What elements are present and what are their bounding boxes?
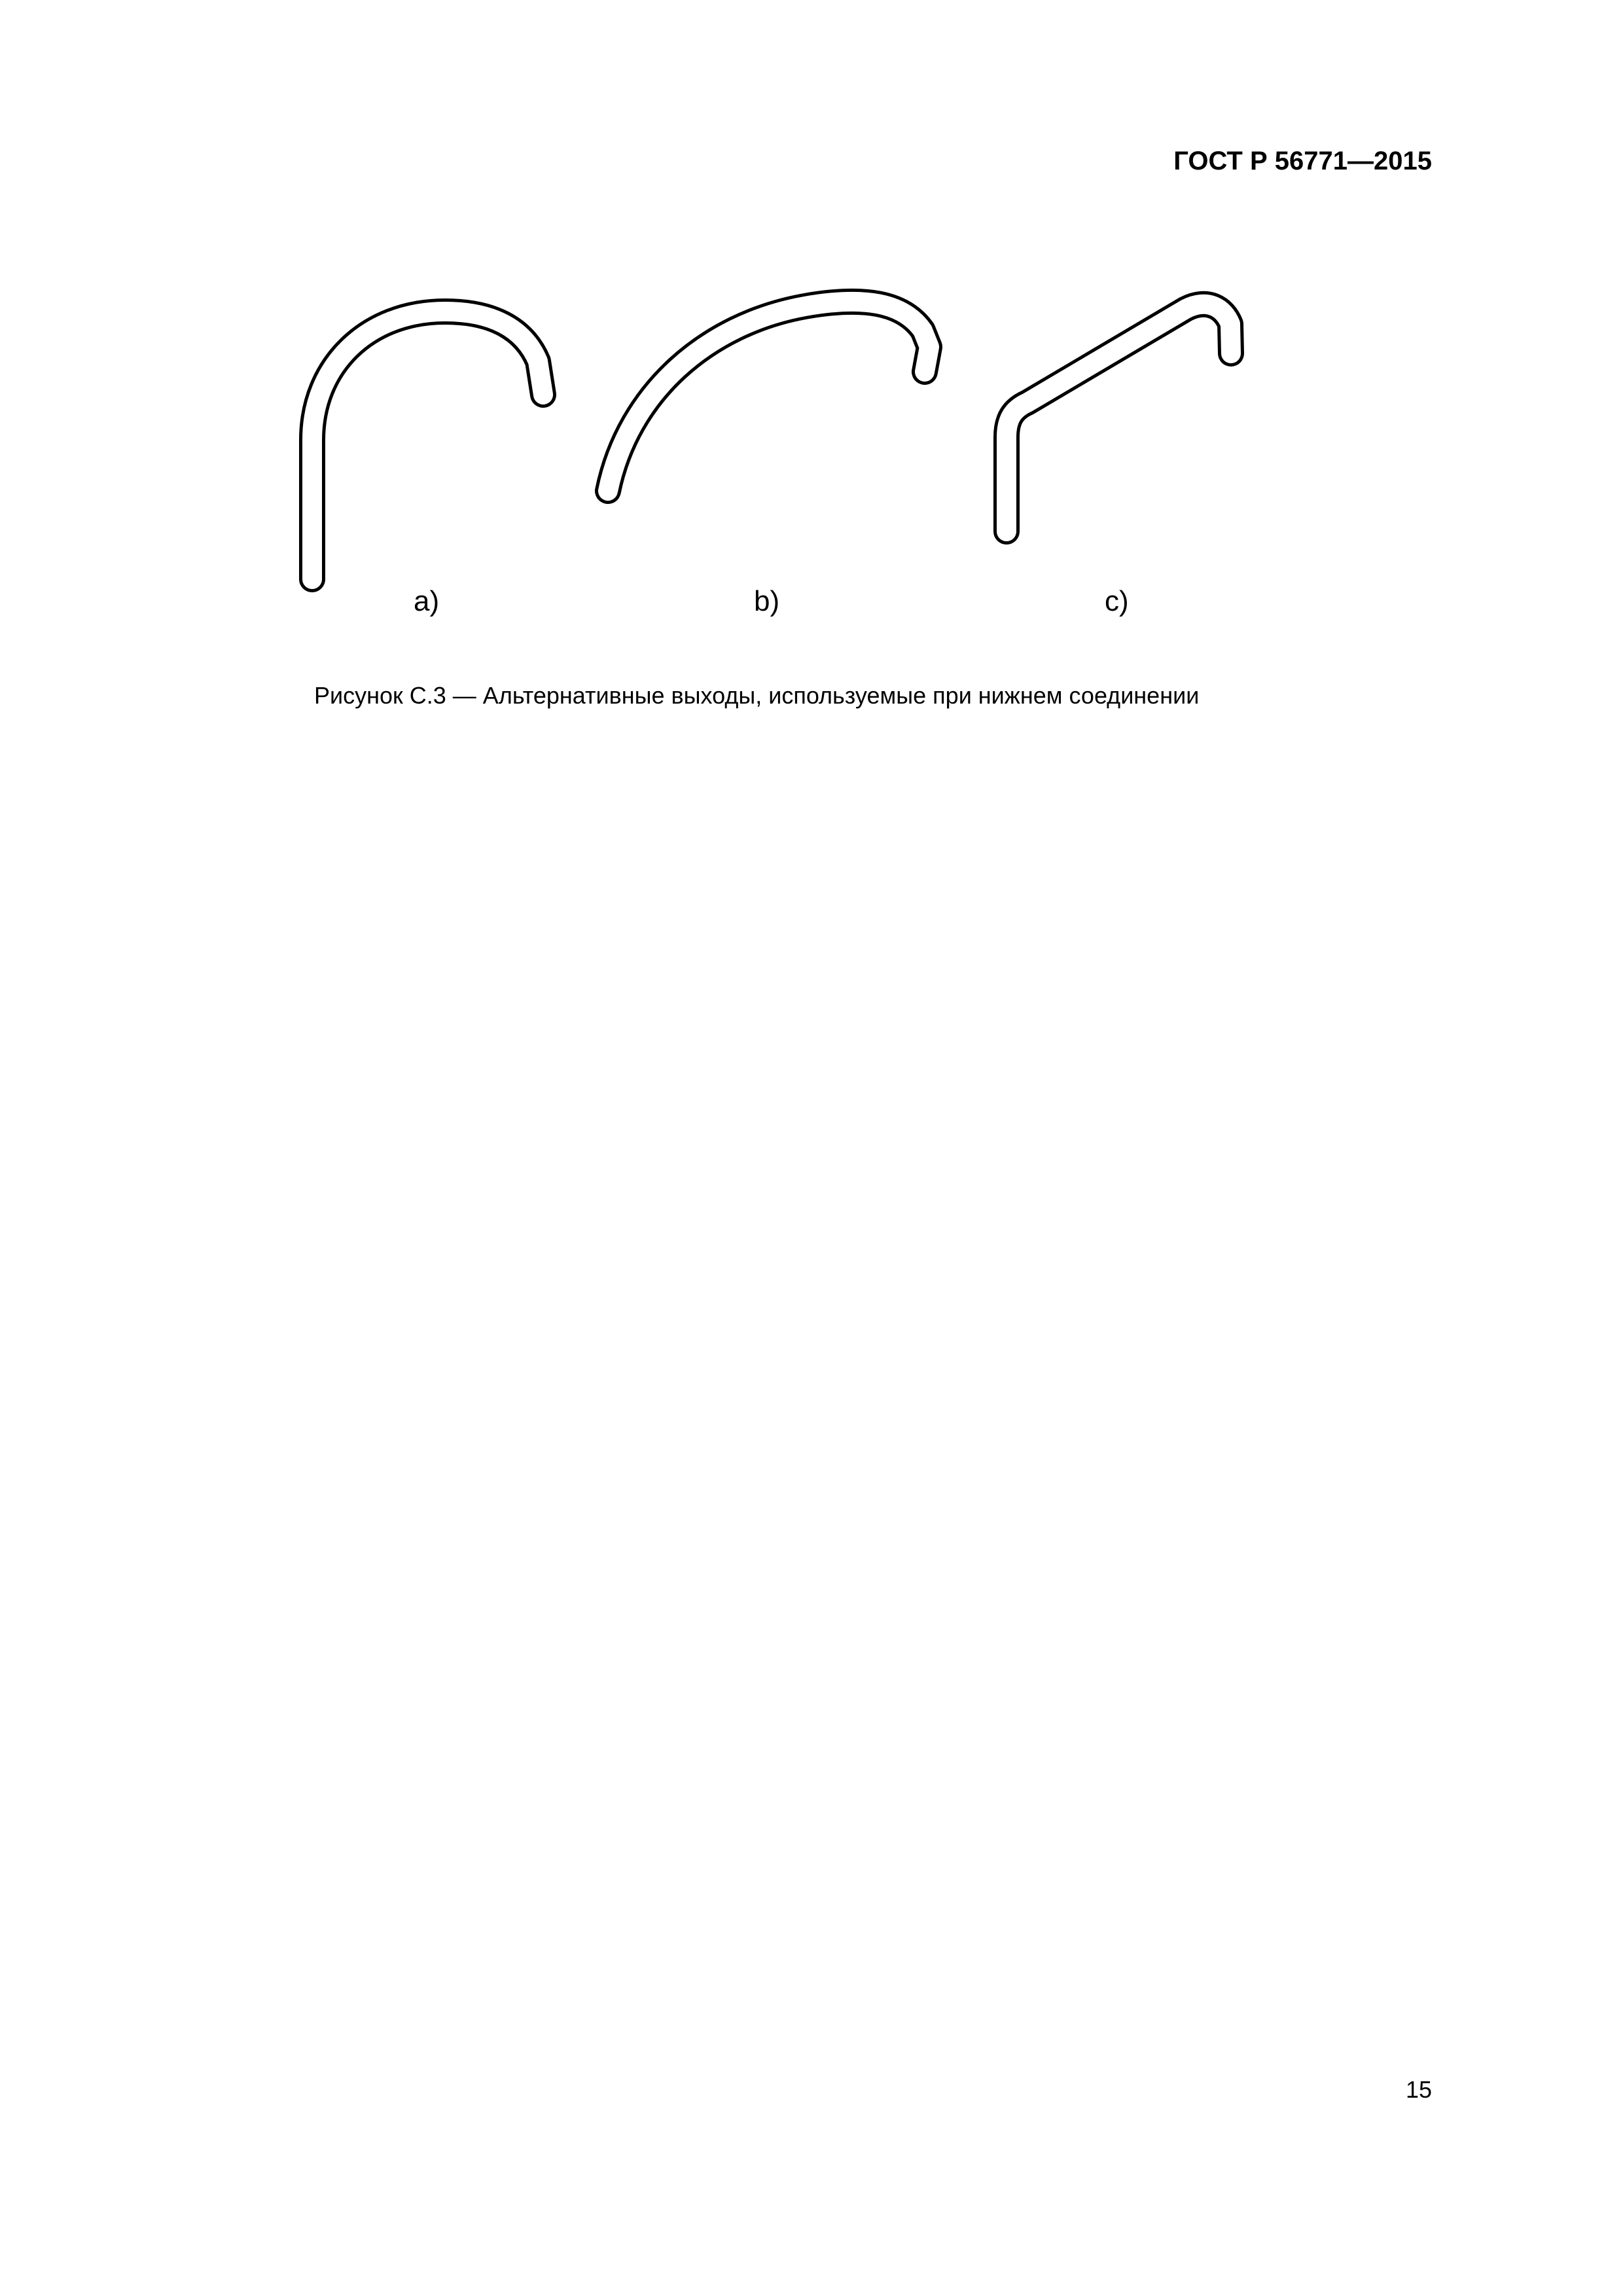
outlet-variant-a	[312, 312, 543, 579]
figure-sub-label-b: b)	[754, 585, 780, 617]
figure-caption: Рисунок С.3 — Альтернативные выходы, используемые при нижнем соединении	[314, 682, 1200, 709]
outlet-variant-c	[1007, 304, 1231, 531]
figure-sub-label-a: a)	[414, 585, 440, 617]
outlet-variant-b	[608, 302, 929, 491]
page-number: 15	[1405, 2076, 1432, 2103]
figure-sub-label-c: c)	[1105, 585, 1129, 617]
figure-drawing	[0, 0, 1623, 655]
document-standard-id: ГОСТ Р 56771—2015	[1173, 147, 1432, 175]
figure-c3	[0, 0, 1623, 655]
